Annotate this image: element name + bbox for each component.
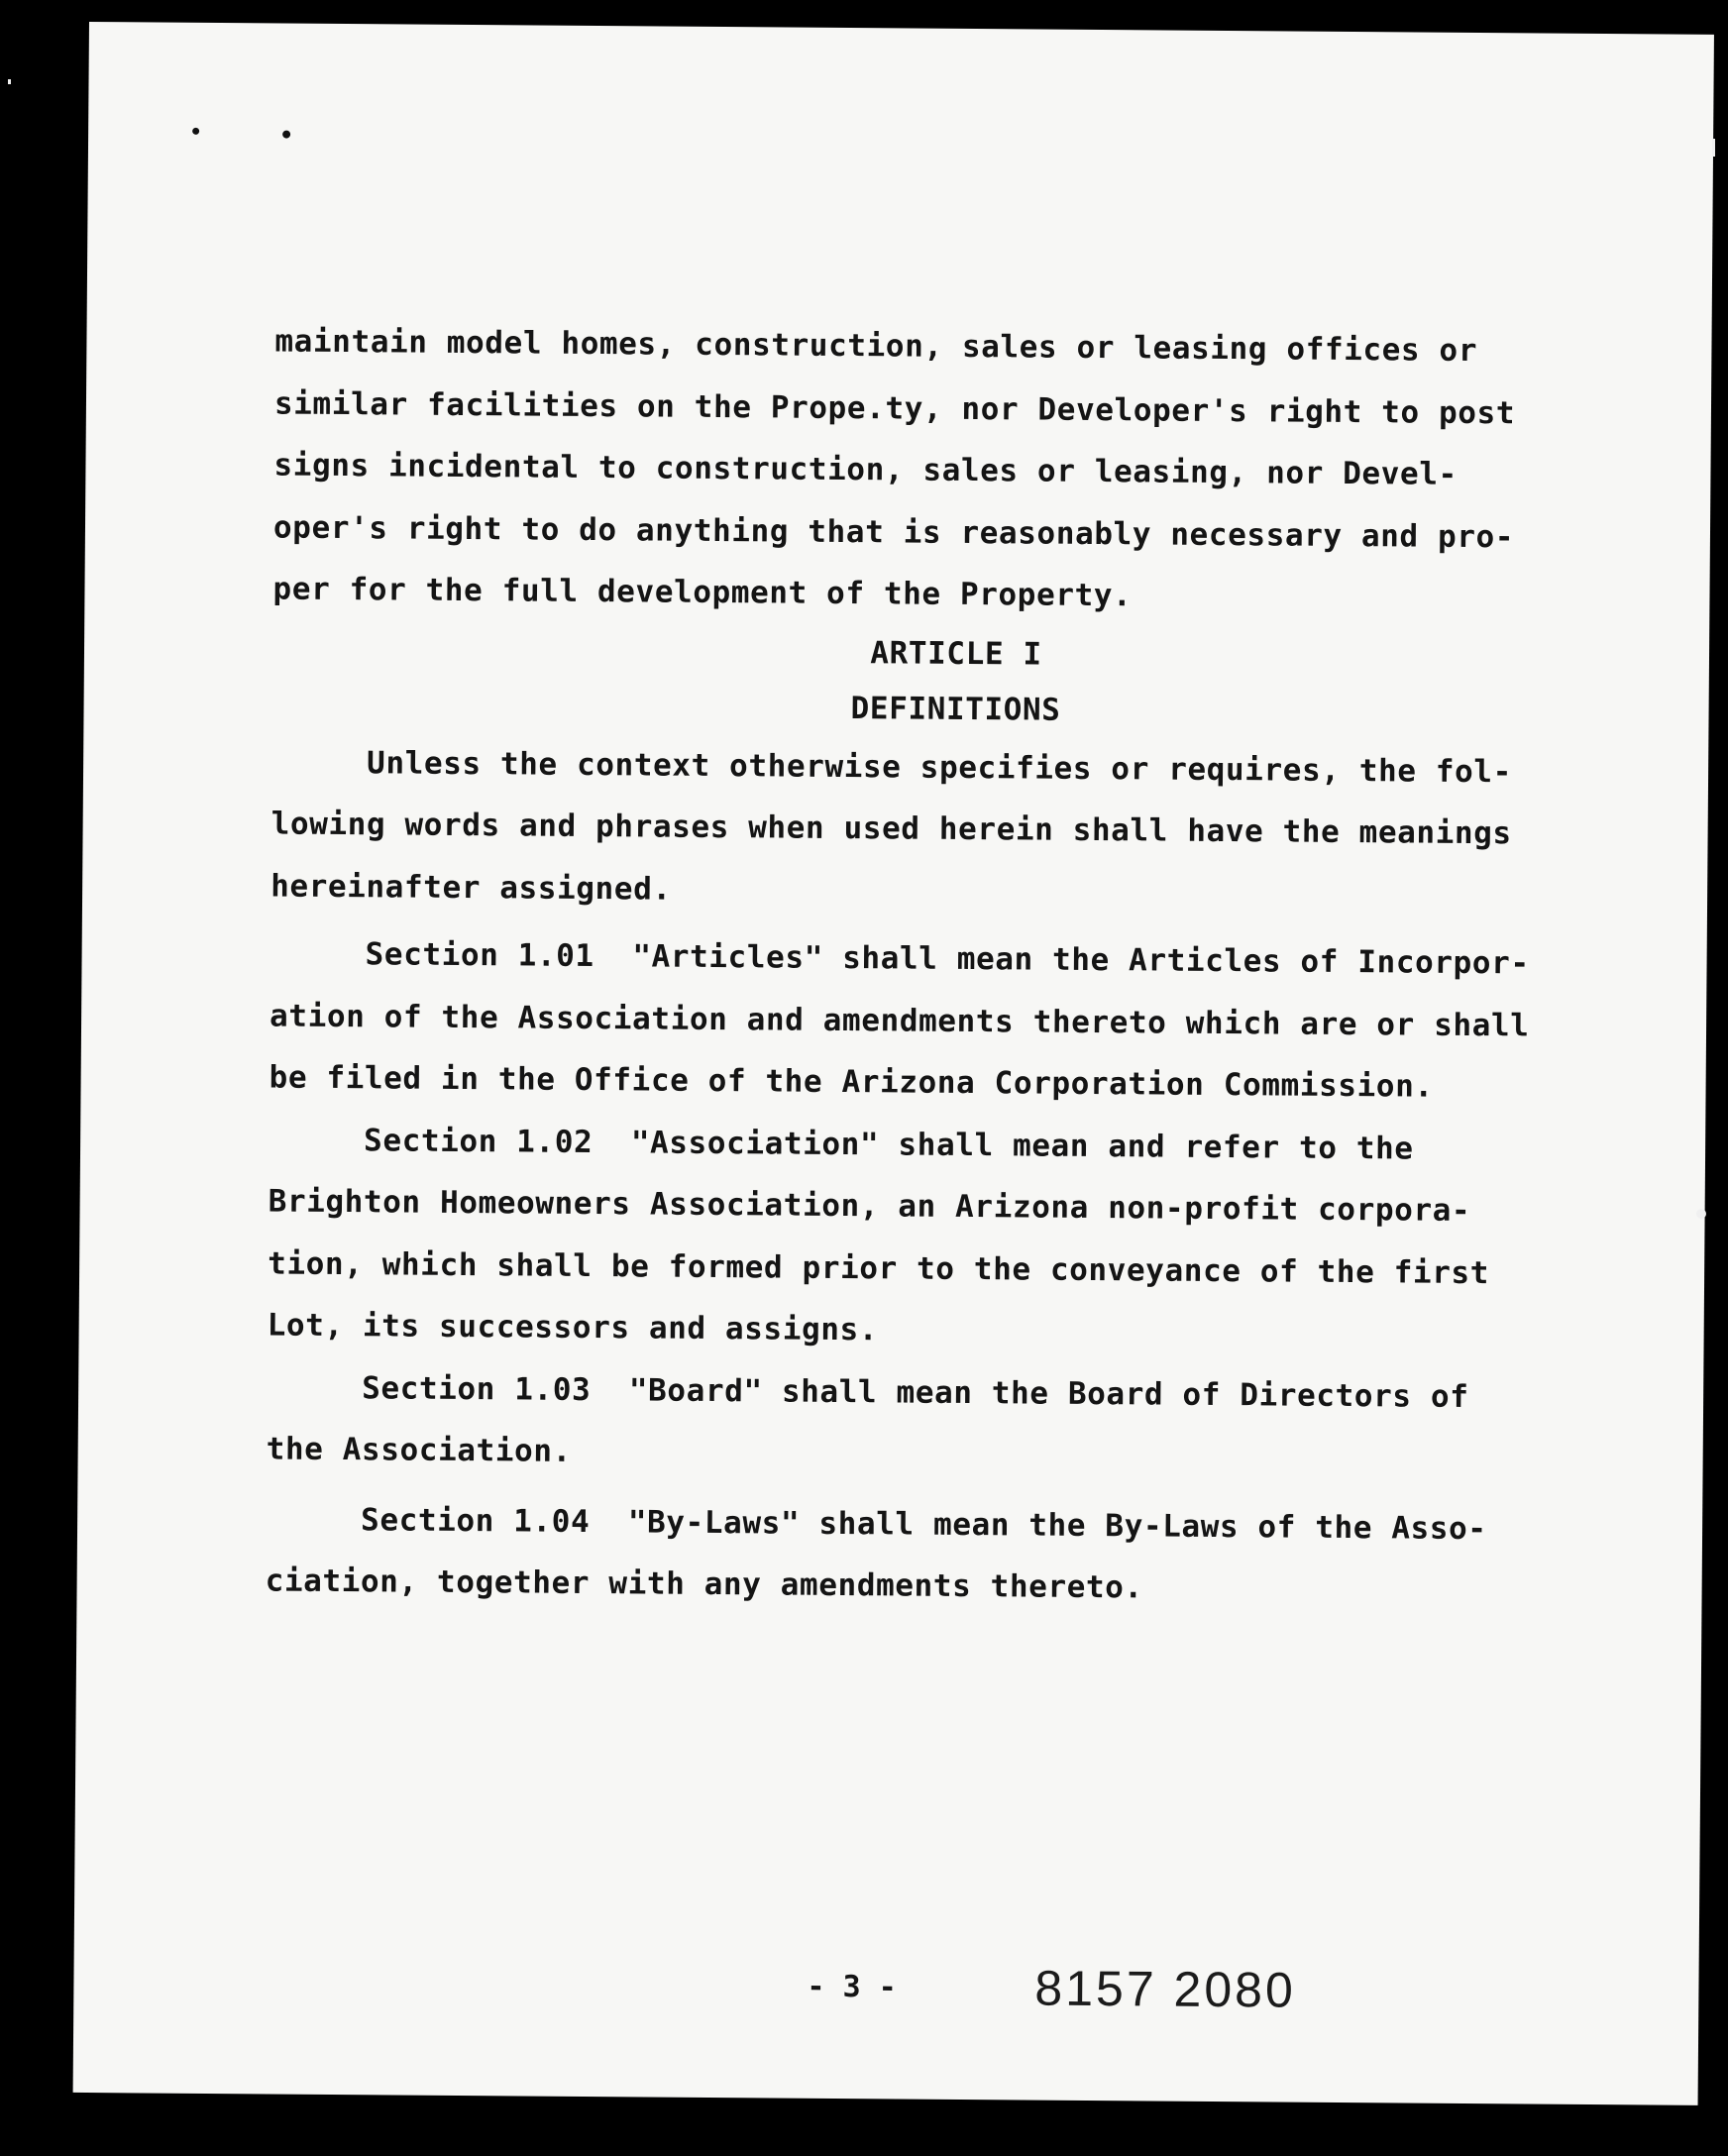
body-line: Unless the context otherwise specifies or requires, the fol- (366, 744, 1513, 790)
body-line: lowing words and phrases when used herein shall have the meanings (270, 806, 1512, 852)
body-line: Section 1.04 "By-Laws" shall mean the By-Laws of the Asso- (360, 1501, 1487, 1547)
definitions-heading: DEFINITIONS (850, 690, 1061, 728)
body-line: be filed in the Office of the Arizona Corporation Commission. (269, 1059, 1434, 1105)
body-line: Lot, its successors and assigns. (267, 1307, 879, 1348)
scan-edge-mark (1696, 1209, 1706, 1219)
scan-speck (192, 128, 199, 135)
record-number: 8157 2080 (1034, 1960, 1297, 2018)
section-1-01 (269, 922, 1637, 1119)
body-line: per for the full development of the Property. (272, 571, 1133, 614)
body-line: Section 1.03 "Board" shall mean the Board of Directors of (362, 1369, 1469, 1415)
page-number: - 3 - (807, 1969, 897, 2005)
body-line: ciation, together with any amendments thereto. (265, 1563, 1143, 1606)
body-line: tion, which shall be formed prior to the conveyance of the first (268, 1244, 1490, 1291)
section-1-02 (267, 1109, 1636, 1367)
body-line: Section 1.02 "Association" shall mean and refer to the (364, 1122, 1414, 1167)
body-line: maintain model homes, construction, sales or leasing offices or (274, 323, 1478, 370)
section-1-03 (266, 1356, 1634, 1491)
body-line: Brighton Homeowners Association, an Arizona non-profit corpora- (268, 1183, 1471, 1229)
body-line: the Association. (266, 1431, 573, 1469)
paper-sheet (73, 22, 1714, 2105)
body-line: similar facilities on the Prope.ty, nor Developer's right to post (273, 384, 1516, 431)
body-line: hereinafter assigned. (270, 867, 672, 908)
document-body (265, 310, 1642, 1622)
body-line: ation of the Association and amendments thereto which are or shall (269, 997, 1530, 1043)
body-line: signs incidental to construction, sales or leasing, nor Devel- (273, 447, 1458, 492)
body-line: oper's right to do anything that is reasonably necessary and pro- (272, 508, 1515, 555)
article-heading: ARTICLE I (870, 634, 1042, 673)
scan-edge-mark (8, 79, 11, 84)
section-1-04 (265, 1488, 1633, 1623)
scan-edge-mark (1712, 139, 1715, 157)
scan-speck (282, 131, 290, 139)
body-line: Section 1.01 "Articles" shall mean the Articles of Incorpor- (365, 936, 1530, 982)
